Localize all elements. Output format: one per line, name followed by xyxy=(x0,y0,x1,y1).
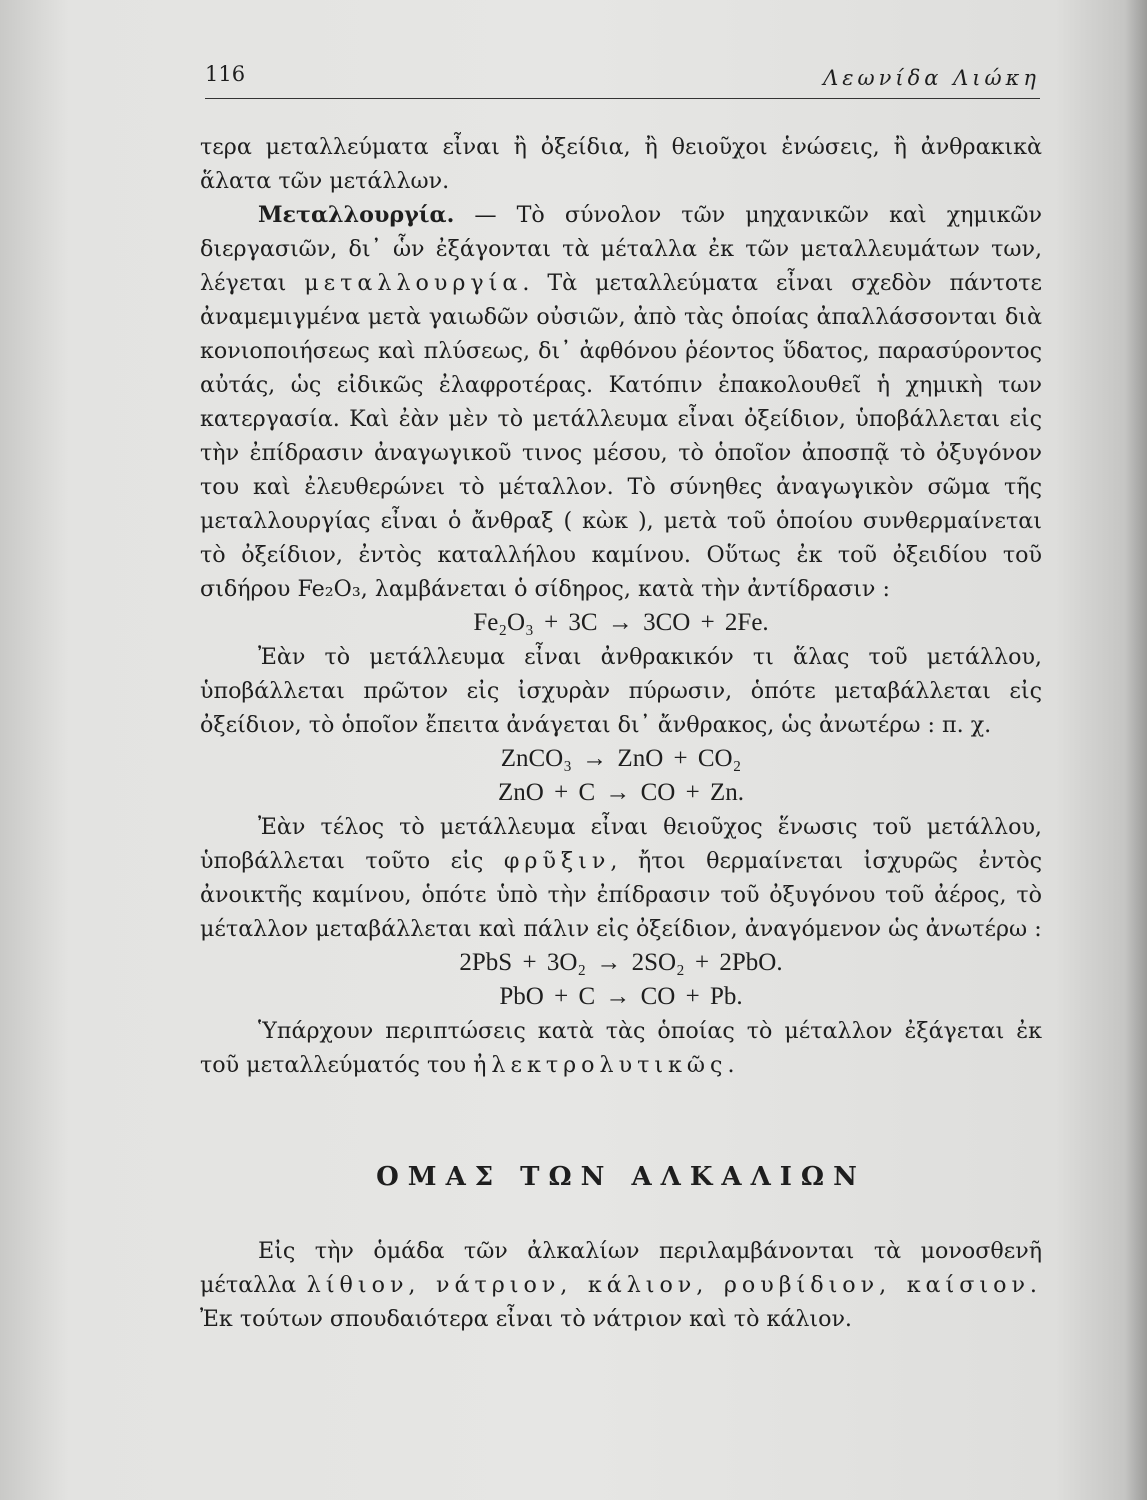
paragraph-text: Ἐκ τούτων σπουδαιότερα εἶναι τὸ νάτριον καὶ τὸ κάλιον. xyxy=(200,1306,852,1332)
equation: ZnO + C → CO + Zn. xyxy=(498,779,744,806)
paragraph-text: Ὑπάρχουν περιπτώσεις κατὰ τὰς ὁποίας τὸ μέταλλον ἐξάγεται ἐκ τοῦ μεταλλεύματός του xyxy=(200,1018,1042,1078)
page-number: 116 xyxy=(205,62,246,86)
paragraph-text: — Τὸ σύνολον τῶν μηχανικῶν καὶ χημικῶν διεργασιῶν, δι᾿ ὧν ἐξάγονται τὰ μέταλλα ἐκ τῶν μεταλλευμάτων των, λέγεται xyxy=(200,202,1042,296)
paragraph-text: Ἐὰν τὸ μετάλλευμα εἶναι ἀνθρακικόν τι ἅλας τοῦ μετάλλου, ὑποβάλλεται πρῶτον εἰς ἰσχυρὰν πύρωσιν, ὁπότε μεταβάλλεται εἰς ὀξείδιον, τὸ ὁποῖον ἔπειτα ἀνάγεται δι᾿ ἄνθρακος, ὡς ἀνωτέρω : π. χ. xyxy=(200,644,1042,738)
paragraph-text: τερα μεταλλεύματα εἶναι ἢ ὀξείδια, ἢ θειοῦχοι ἑνώσεις, ἢ ἀνθρακικὰ ἅλατα τῶν μετάλλων. xyxy=(200,134,1042,194)
run-in-heading: Μεταλλουργία. xyxy=(258,202,455,228)
spaced-term: λίθιον, νάτριον, κάλιον, ρουβίδιον, καίσιον. xyxy=(306,1272,1042,1298)
running-head: Λεωνίδα Λιώκη xyxy=(823,66,1040,90)
spaced-term: φρῦξιν xyxy=(503,848,611,874)
equation: Fe₂O₃ + 3C → 3CO + 2Fe. xyxy=(473,609,769,636)
paragraph xyxy=(200,130,1042,198)
body-text xyxy=(200,130,1042,1336)
paragraph-text: . xyxy=(727,1052,735,1078)
page-edge-shadow xyxy=(1125,0,1147,1500)
section-title: ΟΜΑΣ ΤΩΝ ΑΛΚΑΛΙΩΝ xyxy=(376,1162,866,1192)
paragraph-text: Εἰς τὴν ὁμάδα τῶν ἀλκαλίων περιλαμβάνονται τὰ μονοσθενῆ μέταλλα xyxy=(200,1238,1042,1298)
paragraph xyxy=(200,810,1042,946)
paragraph-metallurgy xyxy=(200,198,1042,606)
page-header xyxy=(205,58,1040,99)
paragraph xyxy=(200,640,1042,742)
paragraph xyxy=(200,1014,1042,1082)
equation: PbO + C → CO + Pb. xyxy=(499,983,743,1010)
paragraph xyxy=(200,1234,1042,1336)
equation: ZnCO₃ → ZnO + CO₂ xyxy=(500,745,742,772)
equation: 2PbS + 3O₂ → 2SO₂ + 2PbO. xyxy=(459,949,783,976)
spaced-term: ἠλεκτρολυτικῶς xyxy=(473,1052,728,1078)
paragraph-text: . Τὰ μεταλλεύματα εἶναι σχεδὸν πάντοτε ἀναμεμιγμένα μετὰ γαιωδῶν οὐσιῶν, ἀπὸ τὰς ὁποίας ἀπαλλάσσονται διὰ κονιοποιήσεως καὶ πλύσεως, δι᾿ ἀφθόνου ῥέοντος ὕδατος, παρασύροντος αὐτάς, ὡς εἰδικῶς ἐλαφροτέρας. Κατόπιν ἐπακολουθεῖ ἡ χημικὴ των κατεργασία. Καὶ ἐὰν μὲν τὸ μετάλλευμα εἶναι ὀξείδιον, ὑποβάλλεται εἰς τὴν ἐπίδρασιν ἀναγωγικοῦ τινος μέσου, τὸ ὁποῖον ἀποσπᾷ τὸ ὀξυγόνον του καὶ ἐλευθερώνει τὸ μέταλλον. Τὸ σύνηθες ἀναγωγικὸν σῶμα τῆς μεταλλουργίας εἶναι ὁ ἄνθραξ ( κὼκ ), μετὰ τοῦ ὁποίου συνθερμαίνεται τὸ ὀξείδιον, ἐντὸς καταλλήλου καμίνου. Οὕτως ἐκ τοῦ ὀξειδίου τοῦ σιδήρου xyxy=(200,270,1042,602)
paragraph-text: , ἤτοι θερμαίνεται ἰσχυρῶς ἐντὸς ἀνοικτῆς καμίνου, ὁπότε ὑπὸ τὴν ἐπίδρασιν τοῦ ὀξυγόνου τοῦ ἀέρος, τὸ μέταλλον μεταβάλλεται καὶ πάλιν εἰς ὀξείδιον, ἀναγόμενον ὡς ἀνωτέρω : xyxy=(200,848,1042,942)
paragraph-text: , λαμβάνεται ὁ σίδηρος, κατὰ τὴν ἀντίδρασιν : xyxy=(360,576,890,602)
inline-formula: Fe₂O₃ xyxy=(297,576,361,602)
spaced-term: μεταλλουργία xyxy=(304,270,523,296)
paragraph-text: Ἐὰν τέλος τὸ μετάλλευμα εἶναι θειοῦχος ἕνωσις τοῦ μετάλλου, ὑποβάλλεται τοῦτο εἰς xyxy=(200,814,1042,874)
